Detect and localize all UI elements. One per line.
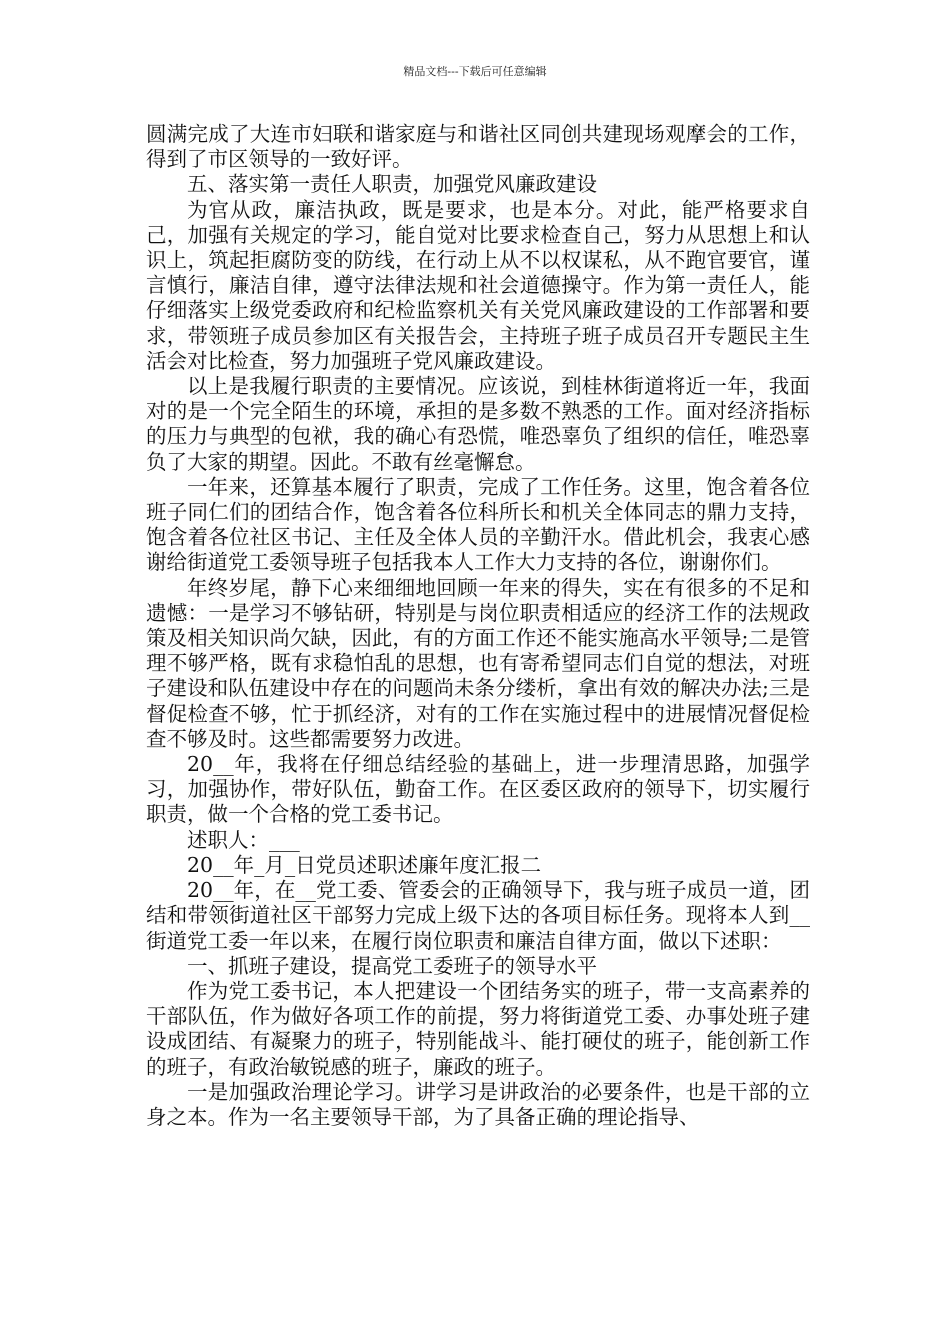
paragraph: 圆满完成了大连市妇联和谐家庭与和谐社区同创共建现场观摩会的工作，得到了市区领导的一致好评。 [146,122,810,172]
paragraph: 20__年，在__党工委、管委会的正确领导下，我与班子成员一道，团结和带领街道社区干部努力完成上级下达的各项目标任务。现将本人到__街道党工委一年以来，在履行岗位职责和廉洁自律方面，做以下述职： [146,878,810,953]
paragraph: 年终岁尾，静下心来细细地回顾一年来的得失，实在有很多的不足和遗憾：一是学习不够钻研，特别是与岗位职责相适应的经济工作的法规政策及相关知识尚欠缺，因此，有的方面工作还不能实施高水平领导;二是管理不够严格，既有求稳怕乱的思想，也有寄希望同志们自觉的想法，对班子建设和队伍建设中存在的问题尚未条分缕析，拿出有效的解决办法;三是督促检查不够，忙于抓经济，对有的工作在实施过程中的进展情况督促检查不够及时。这些都需要努力改进。 [146,575,810,751]
paragraph: 作为党工委书记，本人把建设一个团结务实的班子，带一支高素养的干部队伍，作为做好各项工作的前提，努力将街道党工委、办事处班子建设成团结、有凝聚力的班子，特别能战斗、能打硬仗的班子，能创新工作的班子，有政治敏锐感的班子，廉政的班子。 [146,978,810,1079]
document-title: 20__年_月_日党员述职述廉年度汇报二 [187,852,542,877]
paragraph: 一年来，还算基本履行了职责，完成了工作任务。这里，饱含着各位班子同仁们的团结合作，饱含着各位科所长和机关全体同志的鼎力支持，饱含着各位社区书记、主任及全体人员的辛勤汗水。借此机会，我衷心感谢给街道党工委领导班子包括我本人工作大力支持的各位，谢谢你们。 [146,474,810,575]
paragraph: 一是加强政治理论学习。讲学习是讲政治的必要条件，也是干部的立身之本。作为一名主要领导干部，为了具备正确的理论指导、 [146,1079,810,1129]
page-header: 精品文档---下载后可任意编辑 [403,65,547,78]
document-body [146,122,810,1130]
paragraph: 以上是我履行职责的主要情况。应该说，到桂林街道将近一年，我面对的是一个完全陌生的环境，承担的是多数不熟悉的工作。面对经济指标的压力与典型的包袱，我的确心有恐慌，唯恐辜负了组织的信任，唯恐辜负了大家的期望。因此。不敢有丝毫懈怠。 [146,374,810,474]
signature-line: 述职人：___ [187,827,300,852]
section-heading: 五、落实第一责任人职责，加强党风廉政建设 [187,172,597,197]
paragraph: 20__年，我将在仔细总结经验的基础上，进一步理清思路，加强学习，加强协作，带好队伍，勤奋工作。在区委区政府的领导下，切实履行职责，做一个合格的党工委书记。 [146,752,810,827]
paragraph: 为官从政，廉洁执政，既是要求，也是本分。对此，能严格要求自己，加强有关规定的学习，能自觉对比要求检查自己，努力从思想上和认识上，筑起拒腐防变的防线，在行动上从不以权谋私，从不跑官要官，谨言慎行，廉洁自律，遵守法律法规和社会道德操守。作为第一责任人，能仔细落实上级党委政府和纪检监察机关有关党风廉政建设的工作部署和要求，带领班子成员参加区有关报告会，主持班子班子成员召开专题民主生活会对比检查，努力加强班子党风廉政建设。 [146,197,810,373]
section-heading: 一、抓班子建设，提高党工委班子的领导水平 [187,953,597,978]
